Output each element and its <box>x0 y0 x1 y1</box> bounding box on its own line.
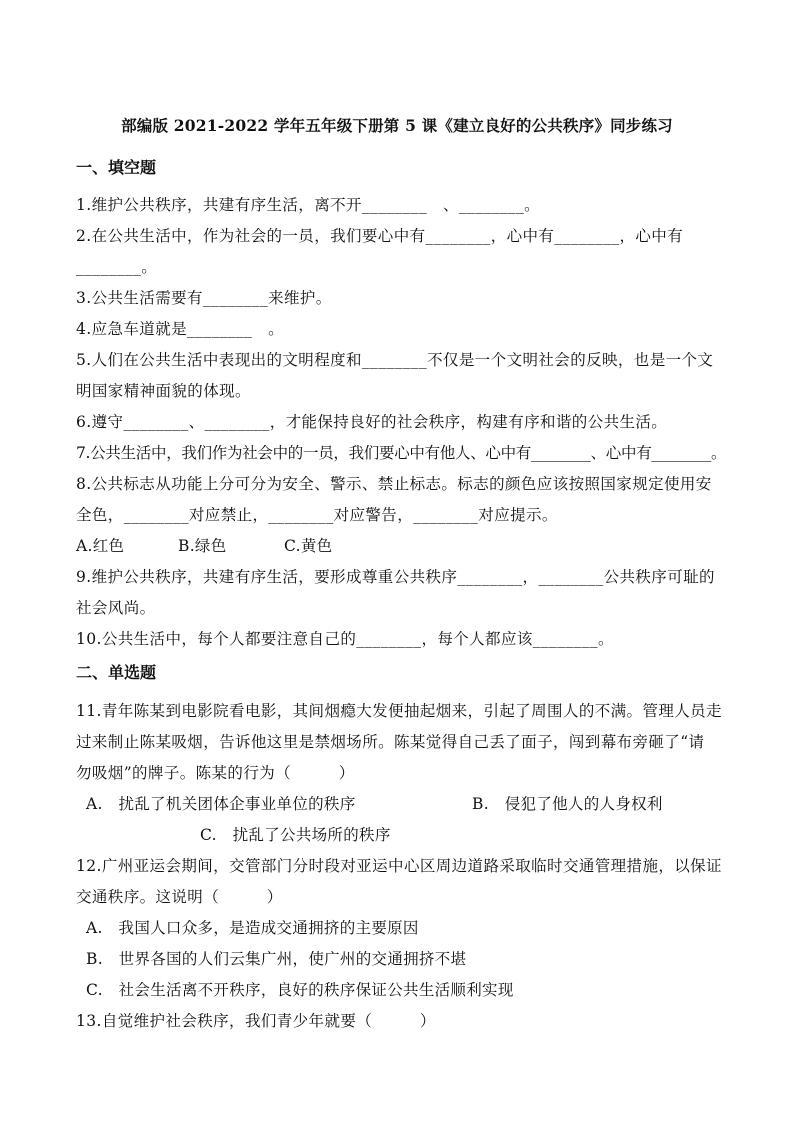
question-5: 5.人们在公共生活中表现出的文明程度和________不仅是一个文明社会的反映，也是一个文 <box>76 351 714 369</box>
q12-option-c: C. 社会生活离不开秩序，良好的秩序保证公共生活顺利实现 <box>86 981 514 999</box>
question-9-cont: 社会风尚。 <box>76 599 156 617</box>
question-12: 12.广州亚运会期间，交管部门分时段对亚运中心区周边道路采取临时交通管理措施，以保证 <box>76 857 722 875</box>
q11-option-b: B. 侵犯了他人的人身权利 <box>472 795 663 813</box>
question-12-cont: 交通秩序。这说明（ ） <box>76 888 283 906</box>
q11-option-c: C. 扰乱了公共场所的秩序 <box>200 826 391 844</box>
question-11-cont-2: 勿吸烟”的牌子。陈某的行为（ ） <box>76 764 355 782</box>
question-3: 3.公共生活需要有________来维护。 <box>76 289 332 307</box>
question-9: 9.维护公共秩序，共建有序生活，要形成尊重公共秩序________，________公共秩序可耻的 <box>76 568 715 586</box>
question-11-cont-1: 过来制止陈某吸烟，告诉他这里是禁烟场所。陈某觉得自己丢了面子，闯到幕布旁砸了“请 <box>76 733 705 751</box>
question-10: 10.公共生活中，每个人都要注意自己的________，每个人都应该________。 <box>76 630 614 648</box>
question-5-cont: 明国家精神面貌的体现。 <box>76 382 251 400</box>
question-4: 4.应急车道就是________ 。 <box>76 320 284 338</box>
question-1: 1.维护公共秩序，共建有序生活，离不开________ 、________。 <box>76 196 540 214</box>
q8-option-a: A.红色 <box>76 537 125 555</box>
q8-option-b: B.绿色 <box>178 537 227 555</box>
question-2-cont: ________。 <box>76 258 158 276</box>
section-fill-in: 一、填空题 <box>76 158 157 177</box>
question-7: 7.公共生活中，我们作为社会中的一员，我们要心中有他人、心中有________、心中有________。 <box>76 444 727 462</box>
section-single-choice: 二、单选题 <box>76 663 157 682</box>
question-6: 6.遵守________、________，才能保持良好的社会秩序，构建有序和谐的公共生活。 <box>76 413 668 431</box>
question-8-cont: 全色，________对应禁止，________对应警告，________对应提示。 <box>76 506 558 524</box>
q8-option-c: C.黄色 <box>284 537 333 555</box>
q11-option-a: A. 扰乱了机关团体企事业单位的秩序 <box>86 795 356 813</box>
q12-option-b: B. 世界各国的人们云集广州，使广州的交通拥挤不堪 <box>86 950 467 968</box>
question-11: 11.青年陈某到电影院看电影，其间烟瘾大发便抽起烟来，引起了周围人的不满。管理人员走 <box>76 702 722 720</box>
question-8: 8.公共标志从功能上分可分为安全、警示、禁止标志。标志的颜色应该按照国家规定使用安 <box>76 475 712 493</box>
q12-option-a: A. 我国人口众多，是造成交通拥挤的主要原因 <box>86 919 419 937</box>
question-2: 2.在公共生活中，作为社会的一员，我们要心中有________，心中有________，心中有 <box>76 227 684 245</box>
question-13: 13.自觉维护社会秩序，我们青少年就要（ ） <box>76 1012 436 1030</box>
page-title: 部编版 2021-2022 学年五年级下册第 5 课《建立良好的公共秩序》同步练习 <box>121 116 673 135</box>
